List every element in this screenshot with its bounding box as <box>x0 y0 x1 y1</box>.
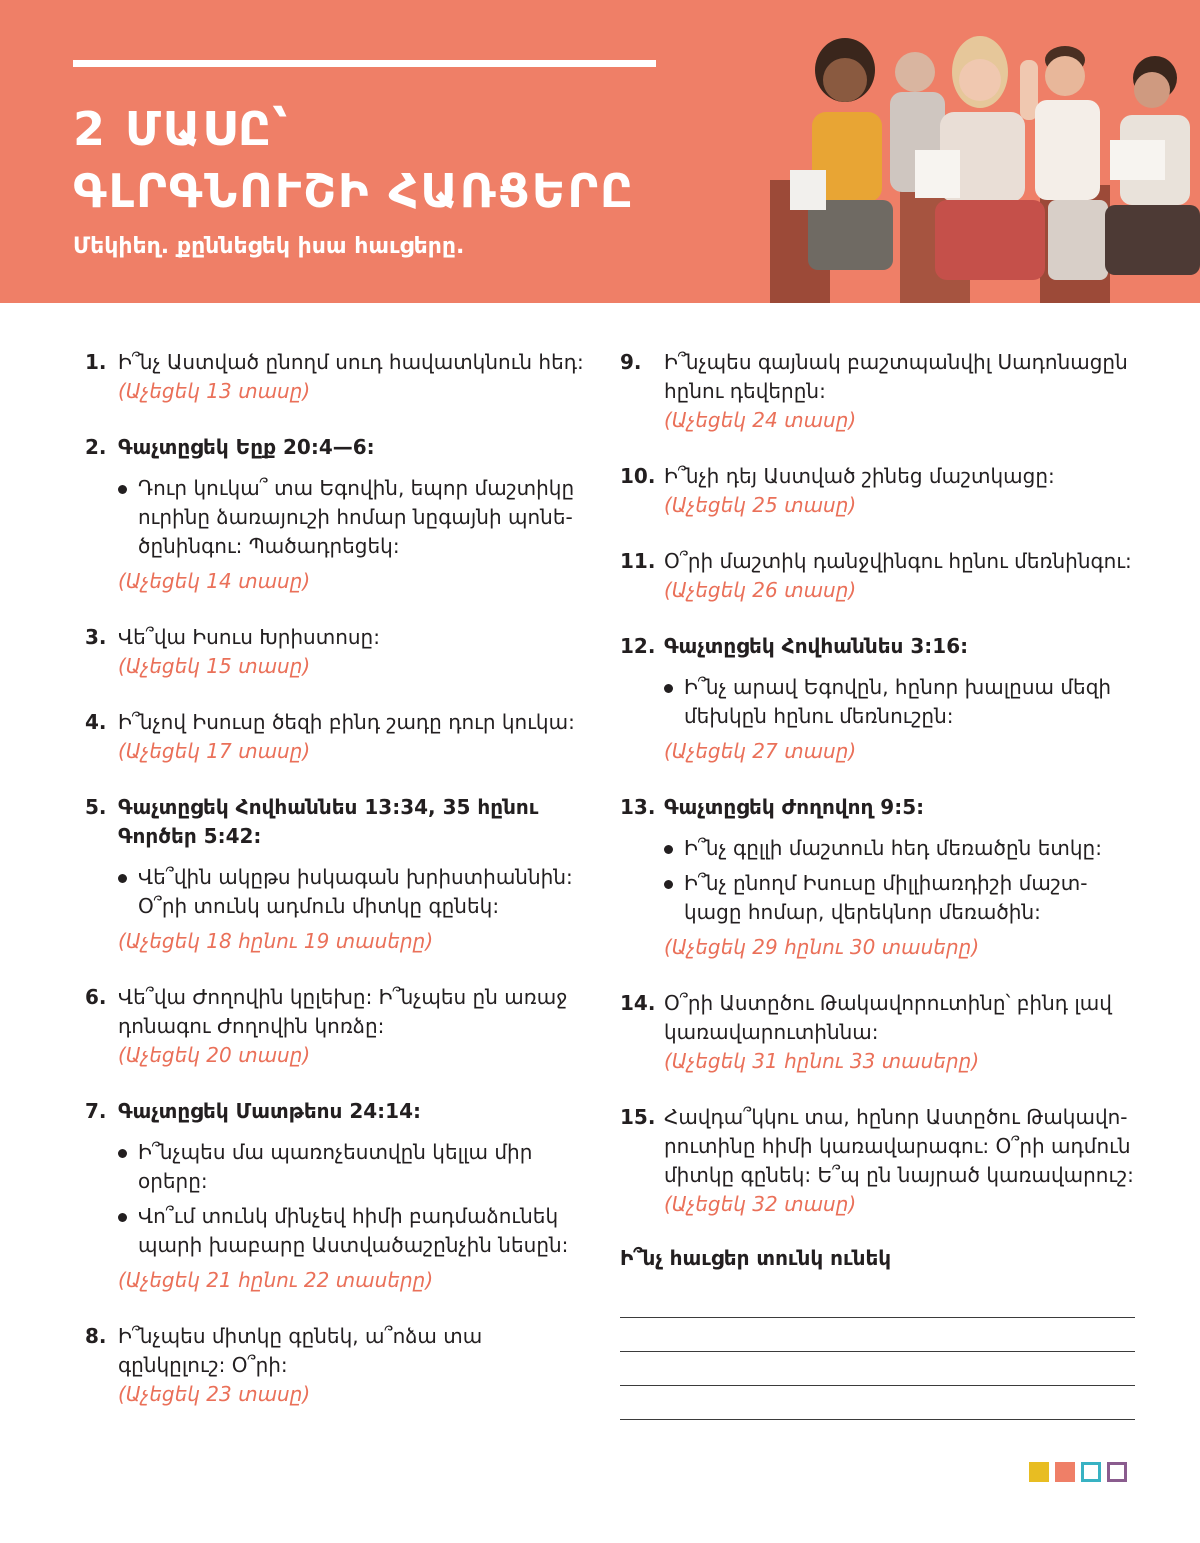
teal-square-outline-icon <box>1081 1462 1101 1482</box>
question-number: 11. <box>620 549 656 573</box>
paragraph-reference: (Աչեցեկ 25 տասը) <box>664 493 857 517</box>
paragraph-reference: (Աչեցեկ 26 տասը) <box>664 578 857 602</box>
note-line[interactable] <box>620 1318 1135 1352</box>
question-item <box>85 348 595 406</box>
question-item <box>620 462 1135 520</box>
bullet-text: Վե՞վին ակըթս իսկագան խրիստիաննին: Օ՞րի տունկ ադմուն միտկը գընեկ: <box>138 865 573 918</box>
paragraph-reference: (Աչեցեկ 27 տասը) <box>664 739 857 763</box>
note-line[interactable] <box>620 1352 1135 1386</box>
question-item <box>620 348 1135 435</box>
bullet-dot-icon <box>118 1149 127 1158</box>
title-line-1: 2 ՄԱՍԸ՝ <box>73 102 290 156</box>
question-number: 12. <box>620 634 656 658</box>
paragraph-reference: (Աչեցեկ 18 հընու 19 տասերը) <box>118 929 434 953</box>
bullet-text: Վո՞ւմ տունկ մինչեվ հիմի բադմաձունեկ պարի խաբարը Աստվածաշընչին նեսըն: <box>138 1204 569 1257</box>
question-text: Վե՞վա Ժողովին կըլեխը: Ի՞նչպես ըն առաջ դոնագու Ժողովին կոռձը: <box>118 985 568 1038</box>
bullet-item <box>664 673 1135 731</box>
question-number: 3. <box>85 625 107 649</box>
paragraph-reference: (Աչեցեկ 13 տասը) <box>118 379 311 403</box>
question-text: Գաչտըցեկ Հովհաննես 13:34, 35 հընու Գործեր 5:42: <box>118 795 539 848</box>
question-text: Ի՞նչով Իսուսը ծեզի բինդ շադը դուր կուկա: <box>118 710 575 734</box>
question-text: Վե՞վա Իսուս Խրիստոսը: <box>118 625 380 649</box>
question-item <box>85 793 595 956</box>
question-number: 13. <box>620 795 656 819</box>
question-number: 5. <box>85 795 107 819</box>
question-item <box>85 1322 595 1409</box>
question-number: 1. <box>85 350 107 374</box>
question-text: Գաչտըցեկ Ժողովող 9:5: <box>664 795 925 819</box>
question-item <box>620 1103 1135 1219</box>
bullet-dot-icon <box>664 845 673 854</box>
question-number: 9. <box>620 350 642 374</box>
note-line[interactable] <box>620 1284 1135 1318</box>
question-number: 8. <box>85 1324 107 1348</box>
question-text: Գաչտըցեկ Եըք 20:4—6: <box>118 435 375 459</box>
question-item <box>85 623 595 681</box>
bullet-item <box>664 869 1135 927</box>
header-rule <box>73 60 656 67</box>
paragraph-reference: (Աչեցեկ 17 տասը) <box>118 739 311 763</box>
audience-illustration <box>750 0 1200 303</box>
page-subtitle: Մեկիեղ. քըննեցեկ իսա հաւցերը. <box>73 234 465 259</box>
question-item <box>620 547 1135 605</box>
notes-title: Ի՞նչ հաւցեր տունկ ունեկ <box>620 1246 892 1270</box>
paragraph-reference: (Աչեցեկ 21 հընու 22 տասերը) <box>118 1268 434 1292</box>
question-item <box>85 983 595 1070</box>
bullet-dot-icon <box>664 880 673 889</box>
paragraph-reference: (Աչեցեկ 31 հընու 33 տասերը) <box>664 1049 980 1073</box>
header-banner <box>0 0 1200 303</box>
coral-square-icon <box>1055 1462 1075 1482</box>
bullet-list <box>664 834 1135 927</box>
question-number: 2. <box>85 435 107 459</box>
bullet-list <box>118 474 595 561</box>
question-number: 7. <box>85 1099 107 1123</box>
bullet-text: Ի՞նչպես մա պառոչեստվըն կելլա միր օրերը: <box>138 1140 533 1193</box>
question-item <box>85 708 595 766</box>
bullet-list <box>118 1138 595 1260</box>
question-number: 10. <box>620 464 656 488</box>
note-line[interactable] <box>620 1386 1135 1420</box>
paragraph-reference: (Աչեցեկ 24 տասը) <box>664 408 857 432</box>
question-text: Ի՞նչ Աստված ընողմ սուդ հավատկնուն հեդ: <box>118 350 584 374</box>
questions-left-column <box>85 348 595 1436</box>
questions-right-column <box>620 348 1135 1420</box>
question-text: Ի՞նչպես գայնակ բաշտպանվիլ Սադոնացըն հընու դեվերըն: <box>664 350 1128 403</box>
bullet-list <box>118 863 595 921</box>
question-number: 14. <box>620 991 656 1015</box>
bullet-list <box>664 673 1135 731</box>
question-item <box>620 632 1135 766</box>
question-number: 6. <box>85 985 107 1009</box>
paragraph-reference: (Աչեցեկ 29 հընու 30 տասերը) <box>664 935 980 959</box>
question-text: Հավդա՞կկու տա, հընոր Աստըծու Թակավո-րուտինը հիմի կառավարագու: Օ՞րի ադմուն միտկը գընեկ: Ե՞պ ըն նայրած կառավարուշ: <box>664 1105 1134 1187</box>
bullet-item <box>118 1138 595 1196</box>
bullet-text: Դուր կուկա՞ տա Եգովին, եպոր մաշտիկը ուրինը ձառայուշի հոմար նըգայնի պոնե-ծընինգու: Պածադրեցեկ: <box>138 476 575 558</box>
bullet-dot-icon <box>664 684 673 693</box>
title-line-2: ԳԼՐԳՆՈՒՇԻ ՀԱՌՑԵՐԸ <box>73 164 636 218</box>
paragraph-reference: (Աչեցեկ 15 տասը) <box>118 654 311 678</box>
yellow-square-icon <box>1029 1462 1049 1482</box>
question-item <box>620 989 1135 1076</box>
purple-square-outline-icon <box>1107 1462 1127 1482</box>
bullet-text: Ի՞նչ արավ Եգովըն, հընոր խալըսա մեզի մեխկըն հընու մեռնուշըն: <box>684 675 1112 728</box>
notes-section <box>620 1246 1135 1420</box>
bullet-text: Ի՞նչ ընողմ Իսուսը միլլիառդիշի մաշտ-կացը հոմար, վերեկնոր մեռածին: <box>684 871 1088 924</box>
bullet-item <box>118 1202 595 1260</box>
bullet-dot-icon <box>118 1213 127 1222</box>
question-number: 4. <box>85 710 107 734</box>
page-title <box>73 98 713 222</box>
question-item <box>85 1097 595 1295</box>
question-text: Օ՞րի մաշտիկ դանջվինգու հընու մեռնինգու: <box>664 549 1132 573</box>
question-text: Գաչտըցեկ Հովհաննես 3:16: <box>664 634 969 658</box>
paragraph-reference: (Աչեցեկ 23 տասը) <box>118 1382 311 1406</box>
bullet-dot-icon <box>118 874 127 883</box>
bullet-item <box>664 834 1135 863</box>
bullet-item <box>118 474 595 561</box>
paragraph-reference: (Աչեցեկ 14 տասը) <box>118 569 311 593</box>
question-text: Գաչտըցեկ Մատթեոս 24:14: <box>118 1099 421 1123</box>
question-item <box>620 793 1135 962</box>
question-text: Ի՞նչի դեյ Աստված շինեց մաշտկացը: <box>664 464 1055 488</box>
question-text: Ի՞նչպես միտկը գընեկ, ա՞ոձա տա գընկըլուշ: Օ՞րի: <box>118 1324 483 1377</box>
question-number: 15. <box>620 1105 656 1129</box>
decorative-squares <box>1029 1462 1127 1482</box>
paragraph-reference: (Աչեցեկ 20 տասը) <box>118 1043 311 1067</box>
question-item <box>85 433 595 596</box>
bullet-text: Ի՞նչ գըլլի մաշտուն հեդ մեռածըն ետկը: <box>684 836 1102 860</box>
question-text: Օ՞րի Աստըծու Թակավորուտինը՝ բինդ լավ կառավարուտիննա: <box>664 991 1112 1044</box>
bullet-dot-icon <box>118 485 127 494</box>
bullet-item <box>118 863 595 921</box>
paragraph-reference: (Աչեցեկ 32 տասը) <box>664 1192 857 1216</box>
